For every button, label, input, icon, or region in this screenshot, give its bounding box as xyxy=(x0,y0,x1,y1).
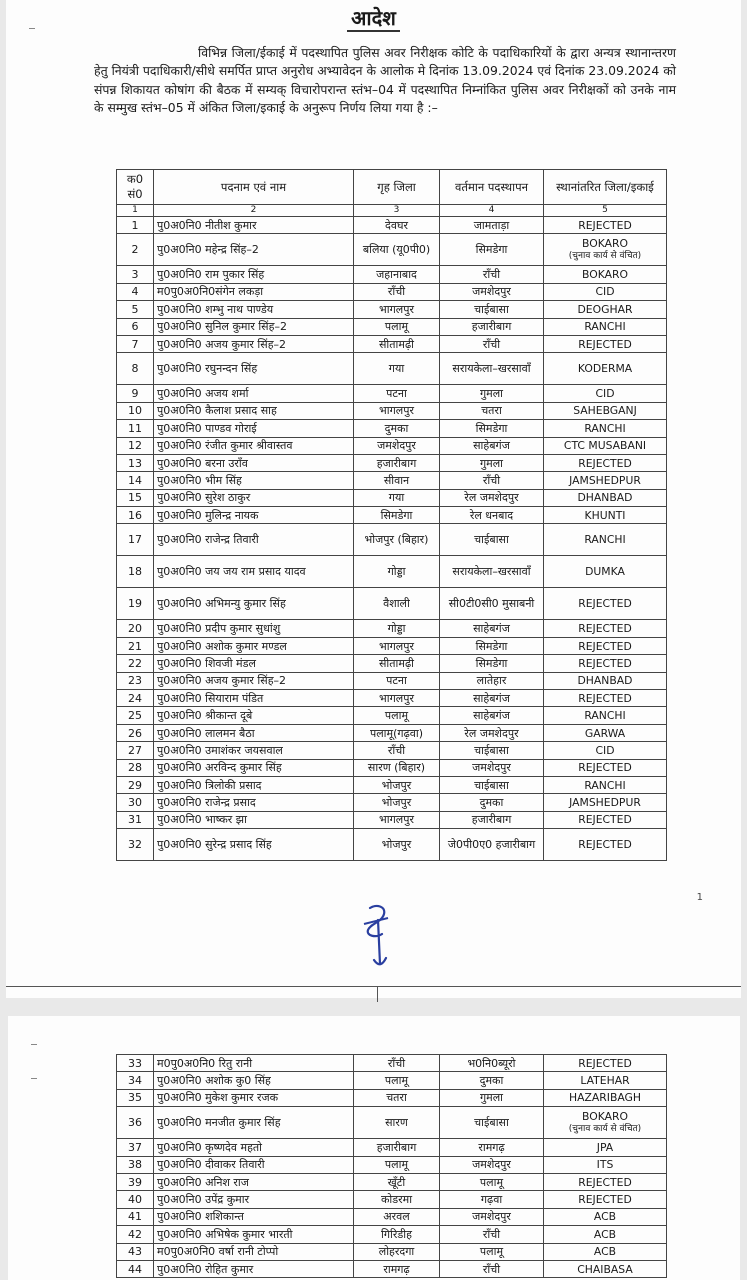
table-row xyxy=(117,1226,667,1243)
current-posting-cell: दुमका xyxy=(440,1072,544,1089)
current-posting-cell: रेल धनबाद xyxy=(440,507,544,524)
current-posting-cell: गुमला xyxy=(440,385,544,402)
table-body-page-1 xyxy=(117,217,667,861)
page-number: 1 xyxy=(696,892,703,903)
current-posting-cell: पलामू xyxy=(440,1243,544,1260)
serial-number-cell: 19 xyxy=(117,588,154,620)
header-serial: क0 सं0 xyxy=(117,170,154,205)
serial-number-cell: 29 xyxy=(117,776,154,793)
officer-name-cell: पु0अ0नि0 बरना उराँव xyxy=(154,454,354,471)
column-number: 4 xyxy=(440,205,544,217)
serial-number-cell: 41 xyxy=(117,1208,154,1225)
officer-name-cell: पु0अ0नि0 उमाशंकर जयसवाल xyxy=(154,742,354,759)
page-divider xyxy=(6,986,741,987)
officer-name-cell: पु0अ0नि0 पाण्डव गोराई xyxy=(154,420,354,437)
table-row xyxy=(117,556,667,588)
table-row xyxy=(117,353,667,385)
officer-name-cell: पु0अ0नि0 सुरेन्द्र प्रसाद सिंह xyxy=(154,829,354,861)
table-row xyxy=(117,420,667,437)
table-row xyxy=(117,472,667,489)
officer-name-cell: पु0अ0नि0 श्रीकान्त दूबे xyxy=(154,707,354,724)
current-posting-cell: चाईबासा xyxy=(440,1107,544,1139)
transfer-unit-cell: JAMSHEDPUR xyxy=(544,472,667,489)
table-row xyxy=(117,402,667,419)
transfer-unit-cell: DEOGHAR xyxy=(544,301,667,318)
home-district-cell: भागलपुर xyxy=(354,811,440,828)
home-district-cell: पटना xyxy=(354,672,440,689)
current-posting-cell: भ0नि0ब्यूरो xyxy=(440,1055,544,1072)
home-district-cell: पलामू xyxy=(354,318,440,335)
home-district-cell: गया xyxy=(354,489,440,506)
transfer-unit-cell: REJECTED xyxy=(544,217,667,234)
current-posting-cell: जमशेदपुर xyxy=(440,283,544,300)
table-row xyxy=(117,620,667,637)
current-posting-cell: राँची xyxy=(440,472,544,489)
serial-number-cell: 44 xyxy=(117,1260,154,1277)
home-district-cell: सारण xyxy=(354,1107,440,1139)
officer-name-cell: पु0अ0नि0 अरविन्द कुमार सिंह xyxy=(154,759,354,776)
table-row xyxy=(117,335,667,352)
home-district-cell: सीतामढ़ी xyxy=(354,335,440,352)
transfer-unit-cell: REJECTED xyxy=(544,690,667,707)
current-posting-cell: जे0पी0ए0 हजारीबाग xyxy=(440,829,544,861)
table-row xyxy=(117,1173,667,1190)
officer-name-cell: पु0अ0नि0 शिवजी मंडल xyxy=(154,655,354,672)
serial-number-cell: 10 xyxy=(117,402,154,419)
serial-number-cell: 39 xyxy=(117,1173,154,1190)
officer-name-cell: पु0अ0नि0 नीतीश कुमार xyxy=(154,217,354,234)
officer-name-cell: पु0अ0नि0 सुनिल कुमार सिंह–2 xyxy=(154,318,354,335)
table-row xyxy=(117,1072,667,1089)
home-district-cell: जहानाबाद xyxy=(354,266,440,283)
table-row xyxy=(117,1139,667,1156)
serial-number-cell: 30 xyxy=(117,794,154,811)
home-district-cell: भोजपुर xyxy=(354,829,440,861)
page-divider xyxy=(377,986,378,1002)
transfer-table-continued xyxy=(116,1054,667,1278)
serial-number-cell: 8 xyxy=(117,353,154,385)
officer-name-cell: पु0अ0नि0 मनजीत कुमार सिंह xyxy=(154,1107,354,1139)
table-row xyxy=(117,524,667,556)
transfer-unit-cell: REJECTED xyxy=(544,811,667,828)
table-row xyxy=(117,759,667,776)
table-row xyxy=(117,1191,667,1208)
serial-number-cell: 28 xyxy=(117,759,154,776)
home-district-cell: भोजपुर xyxy=(354,776,440,793)
current-posting-cell: राँची xyxy=(440,266,544,283)
serial-number-cell: 21 xyxy=(117,637,154,654)
transfer-unit-cell: ACB xyxy=(544,1243,667,1260)
officer-name-cell: पु0अ0नि0 दीवाकर तिवारी xyxy=(154,1156,354,1173)
column-number: 5 xyxy=(544,205,667,217)
current-posting-cell: सिमडेगा xyxy=(440,234,544,266)
serial-number-cell: 40 xyxy=(117,1191,154,1208)
home-district-cell: कोडरमा xyxy=(354,1191,440,1208)
serial-number-cell: 22 xyxy=(117,655,154,672)
current-posting-cell: जमशेदपुर xyxy=(440,759,544,776)
officer-name-cell: म0पु0अ0नि0 वर्षा रानी टोप्पो xyxy=(154,1243,354,1260)
table-row xyxy=(117,318,667,335)
home-district-cell: सिमडेगा xyxy=(354,507,440,524)
home-district-cell: भागलपुर xyxy=(354,690,440,707)
home-district-cell: लोहरदगा xyxy=(354,1243,440,1260)
officer-name-cell: पु0अ0नि0 राजेन्द्र तिवारी xyxy=(154,524,354,556)
table-row xyxy=(117,776,667,793)
transfer-unit-cell: ITS xyxy=(544,1156,667,1173)
transfer-unit-cell: REJECTED xyxy=(544,588,667,620)
serial-number-cell: 24 xyxy=(117,690,154,707)
home-district-cell: अरवल xyxy=(354,1208,440,1225)
signature-icon xyxy=(356,900,400,972)
serial-number-cell: 17 xyxy=(117,524,154,556)
officer-name-cell: पु0अ0नि0 सुरेश ठाकुर xyxy=(154,489,354,506)
officer-name-cell: पु0अ0नि0 भाष्कर झा xyxy=(154,811,354,828)
serial-number-cell: 35 xyxy=(117,1089,154,1106)
serial-number-cell: 9 xyxy=(117,385,154,402)
officer-name-cell: पु0अ0नि0 अजय शर्मा xyxy=(154,385,354,402)
current-posting-cell: राँची xyxy=(440,335,544,352)
serial-number-cell: 18 xyxy=(117,556,154,588)
transfer-unit-cell: BOKARO (चुनाव कार्य से वंचित) xyxy=(544,234,667,266)
current-posting-cell: चाईबासा xyxy=(440,301,544,318)
column-number: 1 xyxy=(117,205,154,217)
home-district-cell: गया xyxy=(354,353,440,385)
table-row xyxy=(117,655,667,672)
home-district-cell: सीवान xyxy=(354,472,440,489)
column-number: 3 xyxy=(354,205,440,217)
transfer-unit-cell: REJECTED xyxy=(544,1055,667,1072)
transfer-unit-cell: CID xyxy=(544,385,667,402)
transfer-unit-cell: REJECTED xyxy=(544,1173,667,1190)
transfer-unit-cell: REJECTED xyxy=(544,1191,667,1208)
serial-number-cell: 11 xyxy=(117,420,154,437)
current-posting-cell: साहेबगंज xyxy=(440,620,544,637)
current-posting-cell: हजारीबाग xyxy=(440,811,544,828)
table-row xyxy=(117,266,667,283)
home-district-cell: भागलपुर xyxy=(354,301,440,318)
table-row xyxy=(117,1208,667,1225)
home-district-cell: पलामू xyxy=(354,707,440,724)
home-district-cell: रामगढ़ xyxy=(354,1260,440,1277)
serial-number-cell: 16 xyxy=(117,507,154,524)
current-posting-cell: दुमका xyxy=(440,794,544,811)
officer-name-cell: पु0अ0नि0 मुकेश कुमार रजक xyxy=(154,1089,354,1106)
table-row xyxy=(117,234,667,266)
home-district-cell: राँची xyxy=(354,742,440,759)
transfer-unit-cell: ACB xyxy=(544,1208,667,1225)
document-page-1 xyxy=(6,0,741,998)
current-posting-cell: सी0टी0सी0 मुसाबनी xyxy=(440,588,544,620)
current-posting-cell: चाईबासा xyxy=(440,524,544,556)
table-row xyxy=(117,217,667,234)
table-row xyxy=(117,742,667,759)
officer-name-cell: पु0अ0नि0 अजय कुमार सिंह–2 xyxy=(154,335,354,352)
table-row xyxy=(117,811,667,828)
table-row xyxy=(117,588,667,620)
serial-number-cell: 5 xyxy=(117,301,154,318)
serial-number-cell: 6 xyxy=(117,318,154,335)
serial-number-cell: 26 xyxy=(117,724,154,741)
transfer-unit-cell: JAMSHEDPUR xyxy=(544,794,667,811)
transfer-unit-cell: REJECTED xyxy=(544,620,667,637)
home-district-cell: राँची xyxy=(354,283,440,300)
serial-number-cell: 14 xyxy=(117,472,154,489)
table-row xyxy=(117,724,667,741)
officer-name-cell: पु0अ0नि0 अजय कुमार सिंह–2 xyxy=(154,672,354,689)
current-posting-cell: राँची xyxy=(440,1226,544,1243)
table-row xyxy=(117,437,667,454)
serial-number-cell: 15 xyxy=(117,489,154,506)
order-paragraph: विभिन्न जिला/ईकाई में पदस्थापित पुलिस अवर निरीक्षक कोटि के पदाधिकारियों के द्वारा अन्यत्र स्थानान्तरण हेतु नियंत्री पदाधिकारी/सीधे समर्पित प्राप्त अनुरोध अभ्यावेदन के आलोक मे दिनांक 13.09.2024 एवं दिनांक 23.09.2024 को संपन्न शिकायत कोषांग की बैठक में सम्यक् विचारोपरान्त स्तंभ–04 में पदस्थापित निम्नांकित पुलिस अवर निरीक्षकों को उनके नाम के सम्मुख स्तंभ–05 में अंकित जिला/इकाई के अनुरूप निर्णय लिया गया है :– xyxy=(94,45,676,115)
current-posting-cell: सरायकेला–खरसावाँ xyxy=(440,556,544,588)
table-row xyxy=(117,707,667,724)
current-posting-cell: राँची xyxy=(440,1260,544,1277)
current-posting-cell: गुमला xyxy=(440,1089,544,1106)
transfer-unit-cell: HAZARIBAGH xyxy=(544,1089,667,1106)
officer-name-cell: पु0अ0नि0 शम्भु नाथ पाण्डेय xyxy=(154,301,354,318)
home-district-cell: भागलपुर xyxy=(354,402,440,419)
header-name: पदनाम एवं नाम xyxy=(154,170,354,205)
table-row xyxy=(117,1156,667,1173)
election-note: (चुनाव कार्य से वंचित) xyxy=(568,251,642,262)
home-district-cell: गोड्डा xyxy=(354,620,440,637)
home-district-cell: पटना xyxy=(354,385,440,402)
officer-name-cell: पु0अ0नि0 अभिमन्यु कुमार सिंह xyxy=(154,588,354,620)
table-row xyxy=(117,385,667,402)
current-posting-cell: साहेबगंज xyxy=(440,437,544,454)
current-posting-cell: सरायकेला–खरसावाँ xyxy=(440,353,544,385)
current-posting-cell: गढ़वा xyxy=(440,1191,544,1208)
transfer-unit-cell: ACB xyxy=(544,1226,667,1243)
transfer-unit-cell: RANCHI xyxy=(544,318,667,335)
current-posting-cell: रेल जमशेदपुर xyxy=(440,489,544,506)
serial-number-cell: 23 xyxy=(117,672,154,689)
officer-name-cell: पु0अ0नि0 अभिषेक कुमार भारती xyxy=(154,1226,354,1243)
table-row xyxy=(117,301,667,318)
officer-name-cell: पु0अ0नि0 राजेन्द्र प्रसाद xyxy=(154,794,354,811)
order-title: आदेश xyxy=(6,4,741,31)
home-district-cell: दुमका xyxy=(354,420,440,437)
officer-name-cell: पु0अ0नि0 अशोक कु0 सिंह xyxy=(154,1072,354,1089)
current-posting-cell: जामताड़ा xyxy=(440,217,544,234)
officer-name-cell: पु0अ0नि0 लालमन बैठा xyxy=(154,724,354,741)
serial-number-cell: 43 xyxy=(117,1243,154,1260)
home-district-cell: हजारीबाग xyxy=(354,1139,440,1156)
home-district-cell: पलामू xyxy=(354,1072,440,1089)
officer-name-cell: पु0अ0नि0 कृष्णदेव महतो xyxy=(154,1139,354,1156)
current-posting-cell: गुमला xyxy=(440,454,544,471)
serial-number-cell: 33 xyxy=(117,1055,154,1072)
current-posting-cell: चाईबासा xyxy=(440,742,544,759)
transfer-unit-cell: RANCHI xyxy=(544,420,667,437)
margin-mark xyxy=(29,28,35,29)
transfer-table xyxy=(116,169,667,861)
transfer-unit-cell: REJECTED xyxy=(544,335,667,352)
transfer-unit-cell: RANCHI xyxy=(544,524,667,556)
table-row xyxy=(117,283,667,300)
document-page-2 xyxy=(8,1016,740,1280)
transfer-unit-cell: SAHEBGANJ xyxy=(544,402,667,419)
officer-name-cell: पु0अ0नि0 रघुनन्दन सिंह xyxy=(154,353,354,385)
officer-name-cell: पु0अ0नि0 महेन्द्र सिंह–2 xyxy=(154,234,354,266)
officer-name-cell: पु0अ0नि0 प्रदीप कुमार सुधांशु xyxy=(154,620,354,637)
officer-name-cell: पु0अ0नि0 जय जय राम प्रसाद यादव xyxy=(154,556,354,588)
serial-number-cell: 37 xyxy=(117,1139,154,1156)
home-district-cell: पलामू(गढ़वा) xyxy=(354,724,440,741)
officer-name-cell: पु0अ0नि0 अशोक कुमार मण्डल xyxy=(154,637,354,654)
table-row xyxy=(117,489,667,506)
transfer-unit-cell: CHAIBASA xyxy=(544,1260,667,1277)
table-row xyxy=(117,794,667,811)
officer-name-cell: पु0अ0नि0 राम पुकार सिंह xyxy=(154,266,354,283)
serial-number-cell: 1 xyxy=(117,217,154,234)
home-district-cell: भोजपुर xyxy=(354,794,440,811)
margin-mark xyxy=(31,1078,37,1079)
serial-number-cell: 12 xyxy=(117,437,154,454)
transfer-unit-cell: CTC MUSABANI xyxy=(544,437,667,454)
officer-name-cell: म0पु0अ0नि0संगेन लकड़ा xyxy=(154,283,354,300)
home-district-cell: चतरा xyxy=(354,1089,440,1106)
home-district-cell: गोड्डा xyxy=(354,556,440,588)
table-body-page-2 xyxy=(117,1055,667,1278)
current-posting-cell: रेल जमशेदपुर xyxy=(440,724,544,741)
serial-number-cell: 3 xyxy=(117,266,154,283)
serial-number-cell: 31 xyxy=(117,811,154,828)
serial-number-cell: 27 xyxy=(117,742,154,759)
officer-name-cell: पु0अ0नि0 सियाराम पंडित xyxy=(154,690,354,707)
table-row xyxy=(117,1107,667,1139)
transfer-unit-cell: KODERMA xyxy=(544,353,667,385)
officer-name-cell: पु0अ0नि0 भीम सिंह xyxy=(154,472,354,489)
transfer-unit-cell: BOKARO xyxy=(544,266,667,283)
serial-number-cell: 7 xyxy=(117,335,154,352)
home-district-cell: गिरिडीह xyxy=(354,1226,440,1243)
transfer-unit-cell: LATEHAR xyxy=(544,1072,667,1089)
current-posting-cell: जमशेदपुर xyxy=(440,1208,544,1225)
serial-number-cell: 13 xyxy=(117,454,154,471)
transfer-unit-cell: KHUNTI xyxy=(544,507,667,524)
current-posting-cell: सिमडेगा xyxy=(440,420,544,437)
serial-number-cell: 2 xyxy=(117,234,154,266)
transfer-unit-cell: REJECTED xyxy=(544,759,667,776)
home-district-cell: वैशाली xyxy=(354,588,440,620)
transfer-unit-cell: JPA xyxy=(544,1139,667,1156)
officer-name-cell: पु0अ0नि0 कैलाश प्रसाद साह xyxy=(154,402,354,419)
table-row xyxy=(117,507,667,524)
officer-name-cell: पु0अ0नि0 रंजीत कुमार श्रीवास्तव xyxy=(154,437,354,454)
current-posting-cell: पलामू xyxy=(440,1173,544,1190)
table-row xyxy=(117,672,667,689)
current-posting-cell: रामगढ़ xyxy=(440,1139,544,1156)
column-number: 2 xyxy=(154,205,354,217)
officer-name-cell: पु0अ0नि0 उपेंद्र कुमार xyxy=(154,1191,354,1208)
transfer-unit-cell: REJECTED xyxy=(544,829,667,861)
transfer-unit-cell: RANCHI xyxy=(544,707,667,724)
current-posting-cell: चाईबासा xyxy=(440,776,544,793)
officer-name-cell: पु0अ0नि0 शशिकान्त xyxy=(154,1208,354,1225)
transfer-unit-cell: BOKARO (चुनाव कार्य से वंचित) xyxy=(544,1107,667,1139)
serial-number-cell: 34 xyxy=(117,1072,154,1089)
table-row xyxy=(117,454,667,471)
header-home-district: गृह जिला xyxy=(354,170,440,205)
current-posting-cell: सिमडेगा xyxy=(440,655,544,672)
transfer-unit-cell: REJECTED xyxy=(544,454,667,471)
home-district-cell: खूँटी xyxy=(354,1173,440,1190)
table-row xyxy=(117,829,667,861)
current-posting-cell: साहेबगंज xyxy=(440,707,544,724)
serial-number-cell: 20 xyxy=(117,620,154,637)
officer-name-cell: पु0अ0नि0 अनिश राज xyxy=(154,1173,354,1190)
home-district-cell: देवघर xyxy=(354,217,440,234)
home-district-cell: सीतामढ़ी xyxy=(354,655,440,672)
home-district-cell: पलामू xyxy=(354,1156,440,1173)
current-posting-cell: जमशेदपुर xyxy=(440,1156,544,1173)
home-district-cell: राँची xyxy=(354,1055,440,1072)
table-row xyxy=(117,1055,667,1072)
table-row xyxy=(117,1243,667,1260)
transfer-unit-cell: REJECTED xyxy=(544,637,667,654)
table-row xyxy=(117,1260,667,1277)
home-district-cell: बलिया (यू0पी0) xyxy=(354,234,440,266)
transfer-unit-cell: DUMKA xyxy=(544,556,667,588)
serial-number-cell: 38 xyxy=(117,1156,154,1173)
table-row xyxy=(117,1089,667,1106)
officer-name-cell: पु0अ0नि0 त्रिलोकी प्रसाद xyxy=(154,776,354,793)
serial-number-cell: 36 xyxy=(117,1107,154,1139)
serial-number-cell: 32 xyxy=(117,829,154,861)
serial-number-cell: 42 xyxy=(117,1226,154,1243)
officer-name-cell: पु0अ0नि0 मुलिन्द्र नायक xyxy=(154,507,354,524)
home-district-cell: हजारीबाग xyxy=(354,454,440,471)
margin-mark xyxy=(31,1044,37,1045)
header-current-posting: वर्तमान पदस्थापन xyxy=(440,170,544,205)
transfer-unit-cell: CID xyxy=(544,742,667,759)
current-posting-cell: लातेहार xyxy=(440,672,544,689)
serial-number-cell: 25 xyxy=(117,707,154,724)
serial-number-cell: 4 xyxy=(117,283,154,300)
home-district-cell: जमशेदपुर xyxy=(354,437,440,454)
officer-name-cell: पु0अ0नि0 रोहित कुमार xyxy=(154,1260,354,1277)
transfer-unit-cell: CID xyxy=(544,283,667,300)
transfer-unit-cell: GARWA xyxy=(544,724,667,741)
current-posting-cell: चतरा xyxy=(440,402,544,419)
election-note: (चुनाव कार्य से वंचित) xyxy=(568,1124,642,1135)
current-posting-cell: सिमडेगा xyxy=(440,637,544,654)
home-district-cell: भागलपुर xyxy=(354,637,440,654)
home-district-cell: भोजपुर (बिहार) xyxy=(354,524,440,556)
current-posting-cell: साहेबगंज xyxy=(440,690,544,707)
header-transfer-unit: स्थानांतरित जिला/इकाई xyxy=(544,170,667,205)
current-posting-cell: हजारीबाग xyxy=(440,318,544,335)
table-row xyxy=(117,690,667,707)
officer-name-cell: म0पु0अ0नि0 रितु रानी xyxy=(154,1055,354,1072)
table-row xyxy=(117,637,667,654)
transfer-unit-cell: DHANBAD xyxy=(544,489,667,506)
transfer-unit-cell: DHANBAD xyxy=(544,672,667,689)
home-district-cell: सारण (बिहार) xyxy=(354,759,440,776)
transfer-unit-cell: REJECTED xyxy=(544,655,667,672)
transfer-unit-cell: RANCHI xyxy=(544,776,667,793)
